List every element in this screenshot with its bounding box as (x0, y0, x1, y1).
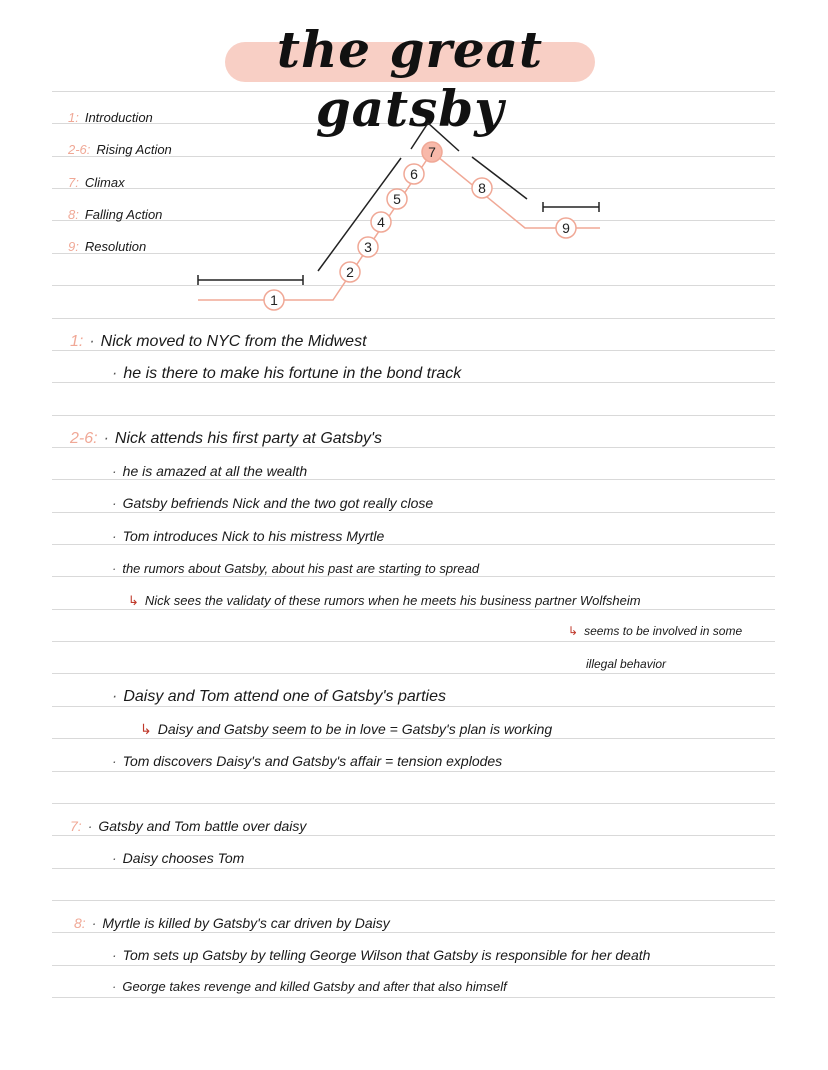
note-item: 1: · Nick moved to NYC from the Midwest (70, 333, 367, 350)
section-num: 7: (70, 818, 82, 834)
note-text: seems to be involved in some (584, 624, 743, 638)
note-text: Nick attends his first party at Gatsby's (114, 430, 383, 447)
legend-label: Resolution (84, 239, 147, 254)
note-subitem (140, 721, 552, 738)
legend-item (68, 110, 153, 125)
note-text: Tom introduces Nick to his mistress Myrtle (122, 528, 385, 544)
legend-label: Rising Action (96, 142, 172, 157)
note-subitem (128, 593, 641, 609)
note-item: · Tom discovers Daisy's and Gatsby's affair = tension explodes (112, 753, 503, 769)
note-item: 7: · Gatsby and Tom battle over daisy (70, 818, 307, 834)
legend-item (68, 142, 172, 157)
note-item: 8: · Myrtle is killed by Gatsby's car driven by Daisy (74, 915, 390, 931)
legend-num: 1: (68, 110, 79, 125)
legend-item (68, 207, 162, 222)
note-item: · Daisy and Tom attend one of Gatsby's parties (112, 688, 446, 705)
note-text: George takes revenge and killed Gatsby and after that also himself (122, 979, 507, 994)
legend-label: Introduction (84, 110, 153, 125)
plot-point-label: 4 (377, 214, 385, 230)
plot-point-label: 5 (393, 191, 401, 207)
note-item: · he is amazed at all the wealth (112, 463, 308, 479)
note-item: · Tom sets up Gatsby by telling George Wilson that Gatsby is responsible for her death (112, 947, 651, 963)
page-title: the great gatsby (276, 20, 544, 138)
sub-arrow-icon: ↳ (128, 593, 139, 608)
note-item: · Tom introduces Nick to his mistress Myrtle (112, 528, 385, 544)
legend-num: 8: (68, 207, 79, 222)
legend-num: 2-6: (68, 142, 91, 157)
legend-item (68, 239, 146, 254)
legend-label: Climax (84, 175, 125, 190)
note-text: Nick sees the validaty of these rumors when he meets his business partner Wolfsheim (144, 593, 641, 608)
legend-num: 9: (68, 239, 79, 254)
plot-point-label: 1 (270, 292, 278, 308)
note-item: · Gatsby befriends Nick and the two got really close (112, 495, 434, 511)
plot-point-label: 7 (428, 144, 436, 160)
note-text: Nick moved to NYC from the Midwest (100, 333, 367, 350)
plot-point-label: 9 (562, 220, 570, 236)
note-text: illegal behavior (586, 657, 667, 671)
note-item: · the rumors about Gatsby, about his past are starting to spread (112, 561, 480, 576)
sub-arrow-icon: ↳ (140, 721, 152, 737)
note-item: · George takes revenge and killed Gatsby and after that also himself (112, 979, 507, 994)
note-text: Myrtle is killed by Gatsby's car driven by Daisy (102, 915, 390, 931)
note-item: · he is there to make his fortune in the bond track (112, 365, 462, 382)
note-item: 2-6: · Nick attends his first party at Gatsby's (70, 430, 383, 447)
note-text: Gatsby befriends Nick and the two got really close (122, 495, 434, 511)
note-text: Daisy and Tom attend one of Gatsby's parties (123, 688, 446, 705)
sub-arrow-icon: ↳ (568, 624, 579, 638)
legend-num: 7: (68, 175, 79, 190)
note-item: · Daisy chooses Tom (112, 850, 245, 866)
plot-point-label: 8 (478, 180, 486, 196)
section-num: 1: (70, 333, 84, 350)
note-text: Daisy and Gatsby seem to be in love = Gatsby's plan is working (157, 721, 553, 737)
plot-point-label: 3 (364, 239, 372, 255)
note-text: the rumors about Gatsby, about his past are starting to spread (122, 561, 480, 576)
plot-line (198, 152, 600, 300)
note-text: Tom sets up Gatsby by telling George Wilson that Gatsby is responsible for her death (122, 947, 651, 963)
note-text: he is amazed at all the wealth (122, 463, 308, 479)
plot-point-label: 6 (410, 166, 418, 182)
legend-item (68, 175, 125, 190)
note-subitem (568, 624, 742, 638)
section-num: 2-6: (70, 430, 98, 447)
plot-point-label: 2 (346, 264, 354, 280)
section-num: 8: (74, 915, 86, 931)
note-text: Daisy chooses Tom (122, 850, 245, 866)
legend-label: Falling Action (84, 207, 163, 222)
note-text: Tom discovers Daisy's and Gatsby's affair = tension explodes (122, 753, 503, 769)
note-text: Gatsby and Tom battle over daisy (98, 818, 307, 834)
note-text: he is there to make his fortune in the bond track (123, 365, 462, 382)
